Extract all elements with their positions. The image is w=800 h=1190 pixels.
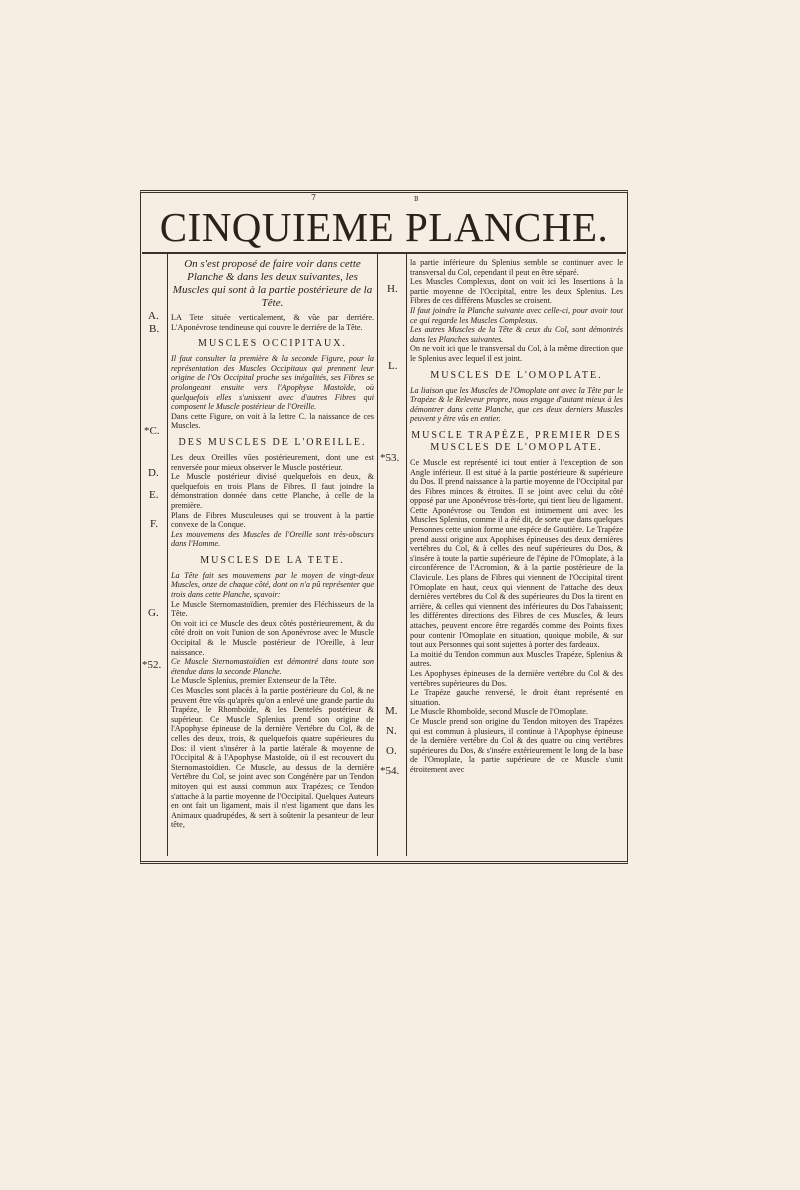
paragraph: Les autres Muscles de la Tête & ceux du Col, sont démontrés dans les Planches suivantes. bbox=[410, 325, 623, 344]
margin-letter-e: E. bbox=[149, 489, 159, 501]
paragraph: On ne voit ici que le transversal du Col, à la même direction que le Splenius avec lequel il est joint. bbox=[410, 344, 623, 363]
section-heading: MUSCLE TRAPÉZE, PREMIER DES MUSCLES DE L'OMOPLATE. bbox=[411, 429, 622, 453]
margin-letter-f: F. bbox=[150, 518, 158, 530]
paragraph: Le Muscle Rhomboïde, second Muscle de l'Omoplate. bbox=[410, 707, 588, 717]
paragraph: Les deux Oreilles vûes postérieurement, dont une est renversée pour mieux observer le Muscle postérieur. bbox=[171, 452, 374, 472]
center-rule-left bbox=[377, 254, 378, 856]
paragraph: La Tête fait ses mouvemens par le moyen de vingt-deux Muscles, onze de chaque côté, dont on n'a pû représenter que trois dans cette Planche, sçavoir: bbox=[171, 570, 374, 600]
margin-letter-o: O. bbox=[386, 745, 397, 757]
paragraph: Le Trapéze gauche renversé, le droit étant représenté en situation. bbox=[410, 688, 623, 707]
margin-letter-c: *C. bbox=[144, 425, 160, 437]
center-rule-right bbox=[406, 254, 407, 856]
margin-letter-h: H. bbox=[387, 283, 398, 295]
paragraph: la partie inférieure du Splenius semble se continuer avec le transversal du Col, cependant il peut en être séparé. bbox=[410, 258, 623, 277]
paragraph: Le Muscle Splenius, premier Extenseur de la Tête. bbox=[171, 676, 337, 686]
paragraph: Les Apophyses épineuses de la dernière vertébre du Col & des vertébres supérieures du Dos. bbox=[410, 668, 623, 688]
paragraph: Le Muscle postérieur divisé quelquefois en deux, & quelquefois en trois Plans de Fibres. Il faut joindre la démonstration donnée dans cette Planche, à celle de la première. bbox=[171, 472, 374, 510]
paragraph: Ce Muscle prend son origine du Tendon mitoyen des Trapézes qui est commun à plusieurs, il continue à l'Apophyse épineuse de la dernière vertébre du Col & des quatre ou cinq vertébres supérieures du Dos, & s'insére extérieurement le long de la base de l'Omoplate, la partie supérieure de ce Muscle s'unit étroitement avec bbox=[410, 716, 623, 774]
page-number: 7 bbox=[311, 193, 317, 202]
left-margin-rule bbox=[167, 254, 168, 856]
margin-letter-a: A. bbox=[148, 310, 159, 322]
signature-mark: B bbox=[414, 196, 419, 203]
paragraph: Le Muscle Sternomastoïdien, premier des Fléchisseurs de la Tête. bbox=[171, 599, 374, 619]
margin-letter-g: G. bbox=[148, 607, 159, 619]
margin-letter-n: N. bbox=[386, 725, 397, 737]
margin-letter-l: L. bbox=[388, 360, 398, 372]
paragraph: On voit ici ce Muscle des deux côtés postérieurement, & du côté droit on voit l'union de son Aponévrose avec le Muscle Occipital & le Muscle postérieur de l'Oreille, à leur naissance. bbox=[171, 618, 374, 657]
paragraph: Ce Muscle est représenté ici tout entier à l'exception de son Angle inférieur. Il est situé à la partie postérieure & supérieure du Dos. Il prend naissance à la partie moyenne de l'Occipital par des Fibres minces & étroites. Il se joint avec celui du côté opposé par une Aponévrose très-forte, qui tient lieu de ligament. Cette Aponévrose ou Tendon est intimement uni avec les Muscles Splenius, comme il a été dit, de sorte que dans quelques Personnes cette union forme une espéce de Goutière. Le Trapéze prend aussi origine aux Apophises épineuses des deux dernières vertébres du Col, & à celles des neuf supérieures du Dos, & s'insére à toute la partie supérieure de l'épine de l'Omoplate, à la circonférence de l'Acromion, & à la partie postérieure de la Clavicule. Les plans de Fibres qui viennent de l'Occipital tirent l'Omoplate en haut, ceux qui viennent de l'attache des deux dernières vertébres du Col & des supérieures du Dos la tirent en arrière, & celles qui viennent des inférieures du Dos l'abaissent; les différentes directions des Fibres de ces Muscles, & leurs attaches, peuvent encore être regardés comme des Points fixes pour contenir l'Omoplate en situation, quoique mobile, & sur tout aux Personnes qui sont sujettes à porter des fardeaux. bbox=[410, 457, 623, 650]
margin-letter-d: D. bbox=[148, 467, 159, 479]
section-heading: MUSCLES DE LA TETE. bbox=[200, 554, 345, 566]
section-heading: MUSCLES DE L'OMOPLATE. bbox=[430, 369, 603, 381]
title-rule bbox=[142, 252, 626, 254]
paragraph: Il faut consulter la première & la seconde Figure, pour la représentation des Muscles Occipitaux qui prennent leur origine de l'Os Occipital proche ses inégalités, ses Fibres se prolongeant ensuite vers l'Apophyse Mastoïde, où quelquefois elles s'unissent avec d'autres Fibres qui composent le Muscle postérieur de l'Oreille. bbox=[171, 354, 374, 412]
paragraph: Les mouvemens des Muscles de l'Oreille sont très-obscurs dans l'Homme. bbox=[171, 529, 374, 549]
paragraph: Ce Muscle Sternomastoïdien est démontré dans toute son étendue dans la seconde Planche. bbox=[171, 657, 374, 676]
section-heading: DES MUSCLES DE L'OREILLE. bbox=[178, 436, 367, 448]
margin-letter-54: *54. bbox=[380, 765, 400, 777]
margin-letter-m: M. bbox=[385, 705, 398, 717]
paragraph: Il faut joindre la Planche suivante avec celle-ci, pour avoir tout ce qui regarde les Muscles Complexus. bbox=[410, 305, 623, 325]
paragraph: Les Muscles Complexus, dont on voit ici les Insertions à la partie moyenne de l'Occipital, entre les deux Splenius. Les Fibres de ces différens Muscles se croisent. bbox=[410, 277, 623, 306]
paragraph: LA Tete située verticalement, & vûe par derriére. L'Aponévrose tendineuse qui couvre le derriére de la Tête. bbox=[171, 313, 374, 332]
margin-letter-b: B. bbox=[149, 323, 160, 335]
plate-title: CINQUIEME PLANCHE. bbox=[159, 204, 609, 250]
margin-letter-53: *53. bbox=[380, 452, 400, 464]
paragraph: La liaison que les Muscles de l'Omoplate ont avec la Tête par le Trapéze & le Releveur propre, nous engage d'autant mieux à les démontrer dans cette Planche, que ces deux derniers Muscles peuvent y être vûs en entier. bbox=[410, 385, 623, 424]
paragraph: Plans de Fibres Musculeuses qui se trouvent à la partie convexe de la Conque. bbox=[171, 510, 374, 530]
margin-letter-52: *52. bbox=[142, 659, 162, 671]
paragraph: La moitié du Tendon commun aux Muscles Trapéze, Splenius & autres. bbox=[410, 649, 623, 669]
paragraph: On s'est proposé de faire voir dans cette Planche & dans les deux suivantes, les Muscles qui sont à la partie postérieure de la Tête. bbox=[172, 258, 373, 309]
left-text-column bbox=[171, 258, 374, 854]
paragraph: Ces Muscles sont placés à la partie postérieure du Col, & ne peuvent être vûs qu'après qu'on a enlevé une grande partie du Trapéze, le Rhomboïde, & les Dentelés postérieur & supérieur. Ce Muscle Splenius prend son origine de l'Apophyse épineuse de la dernière Vertébre du Col, & de celles des deux, trois, & quelquefois quatre supérieures du Dos: il vient s'insérer à la partie latérale & moyenne de l'Occipital & à l'Apophyse Mastoïde, où il est recouvert du Sternomastoïdien. Ce Muscle, au dessus de la dernière Vertébre du Col, se joint avec son Congénère par un Tendon mitoyen qui est aussi commun aux Trapézes; ce Tendon s'attache à la partie moyenne de l'Occipital. Quelques Auteurs en ont fait un ligament, mais il n'est ligament que dans les Animaux quadrupédes, & sert à soûtenir la pesanteur de leur tête, bbox=[171, 686, 374, 830]
paragraph: Dans cette Figure, on voit à la lettre C. la naissance de ces Muscles. bbox=[171, 411, 374, 431]
section-heading: MUSCLES OCCIPITAUX. bbox=[198, 338, 347, 350]
right-text-column bbox=[410, 258, 623, 854]
